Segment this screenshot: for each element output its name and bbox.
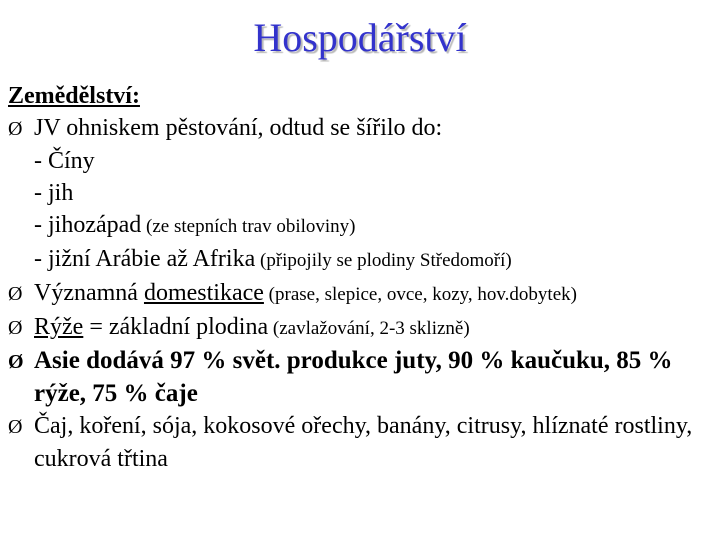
arrow-bullet-icon: Ø [8,118,23,140]
sub-item-southwest [8,209,718,243]
bullet-note: (zavlažování, 2-3 sklizně) [268,318,470,339]
bullet-text: Významná [34,280,144,306]
bullet-item-domestication [8,277,718,311]
bullet-text: = základní plodina [83,314,269,340]
bullet-item-origin [8,112,718,145]
arrow-bullet-icon: Ø [8,351,24,373]
arrow-bullet-icon: Ø [8,283,23,305]
slide-body [8,80,718,475]
sub-item-text: - jižní Arábie až Afrika [34,246,256,272]
sub-item-china: - Číny [34,148,95,174]
section-heading: Zemědělství: [8,83,140,109]
sub-item-note: (připojily se plodiny Středomoří) [255,250,512,271]
bullet-underlined-term: domestikace [143,280,264,306]
arrow-bullet-icon: Ø [8,317,23,339]
arrow-bullet-icon: Ø [8,416,23,438]
bullet-note: (prase, slepice, ovce, kozy, hov.dobytek) [263,284,577,305]
bullet-underlined-term: Rýže [34,314,84,340]
bullet-text: JV ohniskem pěstování, odtud se šířilo do: [34,115,443,141]
sub-item-text: - jihozápad [34,212,142,238]
sub-item-south: - jih [34,180,74,206]
bullet-item-production [8,345,718,410]
sub-item-arabia [8,243,718,277]
bullet-item-crops [8,410,718,475]
bullet-item-rice [8,311,718,345]
sub-item-note: (ze stepních trav obiloviny) [141,216,356,237]
slide-title: Hospodářství [253,15,467,60]
bullet-text: Čaj, koření, sója, kokosové ořechy, banány, citrusy, hlíznaté rostliny, cukrová třtina [34,413,693,472]
bullet-text: Asie dodává 97 % svět. produkce juty, 90 % kaučuku, 85 % rýže, 75 % čaje [34,347,673,407]
